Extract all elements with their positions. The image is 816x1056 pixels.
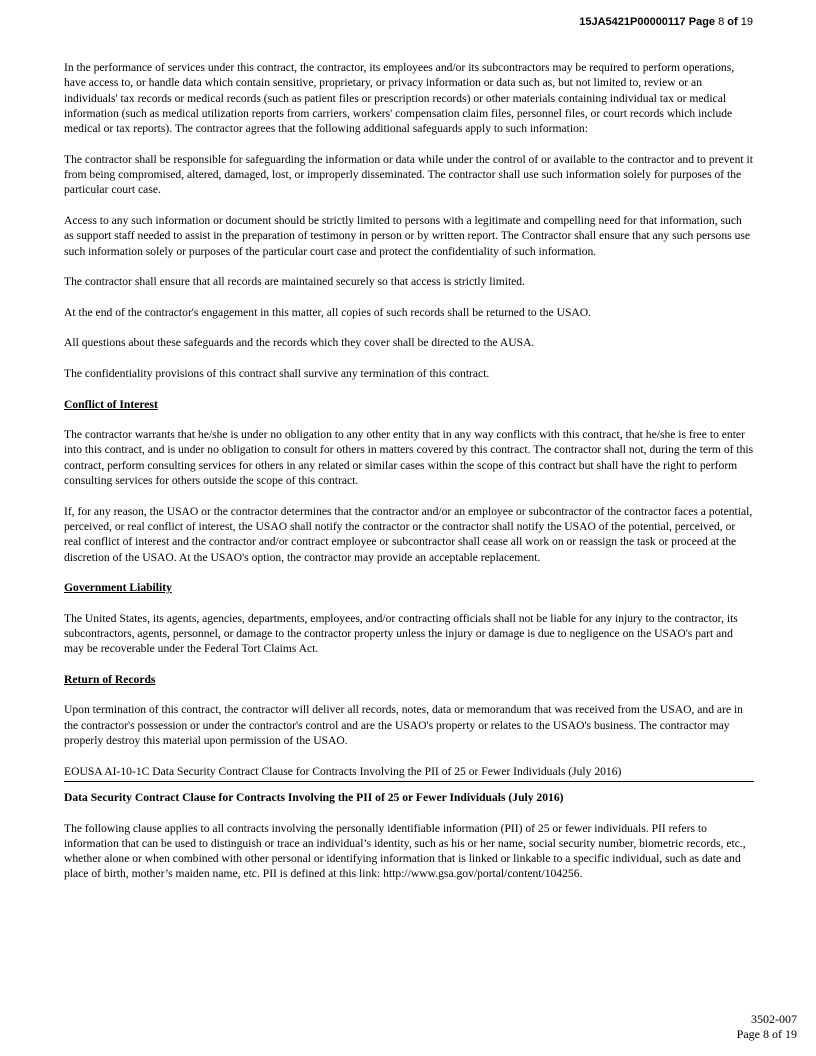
paragraph: The confidentiality provisions of this contract shall survive any termination of this contract. <box>64 366 490 380</box>
paragraph: If, for any reason, the USAO or the contractor determines that the contractor and/or an employee or subcontractor of the contractor faces a potential, perceived, or real conflict of interest, the USAO shall notify the contractor or the contractor shall notify the USAO of the potential, perceived, or real conflict of interest and the contractor and/or contract employee or subcontractor shall cease all work on or reassign the task or proceed at the discretion of the USAO. At the USAO's option, the contractor may provide an acceptable replacement. <box>64 504 753 564</box>
section-heading-liability: Government Liability <box>64 581 172 595</box>
page-footer <box>737 1012 797 1042</box>
paragraph: The United States, its agents, agencies, departments, employees, and/or contracting officials shall not be liable for any injury to the contractor, its subcontractors, agents, personnel, or damage to the contractor property unless the injury or damage is due to negligence on the USAO's part and may be recoverable under the Federal Tort Claims Act. <box>64 611 738 656</box>
paragraph: The following clause applies to all contracts involving the personally identifiable information (PII) of 25 or fewer individuals. PII refers to information that can be used to distinguish or trace an individual’s identity, such as his or her name, social security number, biometric records, etc., whether alone or when combined with other personal or identifying information that is linked or linkable to a specific individual, such as date and place of birth, mother’s maiden name, etc. PII is defined at this link: http://www.gsa.gov/portal/content/104256. <box>64 821 746 881</box>
clause-title: Data Security Contract Clause for Contracts Involving the PII of 25 or Fewer Individuals (July 2016) <box>64 790 564 804</box>
page-total: 19 <box>740 16 753 28</box>
section-heading-records: Return of Records <box>64 672 156 686</box>
paragraph: At the end of the contractor's engagement in this matter, all copies of such records shall be returned to the USAO. <box>64 305 592 319</box>
paragraph: All questions about these safeguards and the records which they cover shall be directed to the AUSA. <box>64 336 535 350</box>
paragraph: The contractor shall ensure that all records are maintained securely so that access is strictly limited. <box>64 275 526 289</box>
page-header <box>579 16 753 28</box>
paragraph: In the performance of services under this contract, the contractor, its employees and/or its subcontractors may be required to perform operations, have access to, or handle data which contain sensitive, proprietary, or privacy information or data such as, but not limited to, review or an individuals' tax records or medical records (such as patient files or prescription records) or other materials containing individual tax or medical information (such as medical utilization reports from carriers, workers' compensation claim files, personnel files, or court records which include medical or tax reports). The contractor agrees that the following additional safeguards apply to such information: <box>64 61 735 136</box>
paragraph: The contractor shall be responsible for safeguarding the information or data while under the control of or available to the contractor and to prevent it from being compromised, altered, damaged, lost, or improperly disseminated. The contractor shall use such information solely for purposes of the particular court case. <box>64 152 753 197</box>
document-body <box>64 60 754 897</box>
page-number: 8 <box>718 16 725 28</box>
page-word: Page <box>688 16 716 28</box>
form-number: 3502-007 <box>751 1012 797 1026</box>
section-heading-conflict: Conflict of Interest <box>64 397 158 411</box>
clause-reference-line: EOUSA AI-10-1C Data Security Contract Clause for Contracts Involving the PII of 25 or Fewer Individuals (July 2016) <box>64 764 754 782</box>
of-word: of <box>727 16 738 28</box>
paragraph: Access to any such information or document should be strictly limited to persons with a legitimate and compelling need for that information, such as support staff needed to assist in the preparation of testimony in person or by written report. The Contractor shall ensure that any such persons use such information solely or purposes of the particular court case and protect the confidentiality of such information. <box>64 213 751 258</box>
paragraph: The contractor warrants that he/she is under no obligation to any other entity that in any way conflicts with this contract, that he/she is free to enter into this contract, and is under no obligation to consult for others in matters covered by this contract. The contractor shall not, during the term of this contract, perform consulting services for others in any related or similar cases within the scope of this contract but shall have the right to perform consulting services for others outside the scope of this contract. <box>64 428 754 488</box>
document-id: 15JA5421P00000117 <box>579 16 686 28</box>
footer-page-label: Page 8 of 19 <box>736 1027 797 1041</box>
paragraph: Upon termination of this contract, the contractor will deliver all records, notes, data or memorandum that was received from the USAO, and are in the contractor's possession or under the contractor's control and are the USAO's property or relates to the USAO's business. The contractor may properly destroy this material upon permission of the USAO. <box>64 703 743 748</box>
